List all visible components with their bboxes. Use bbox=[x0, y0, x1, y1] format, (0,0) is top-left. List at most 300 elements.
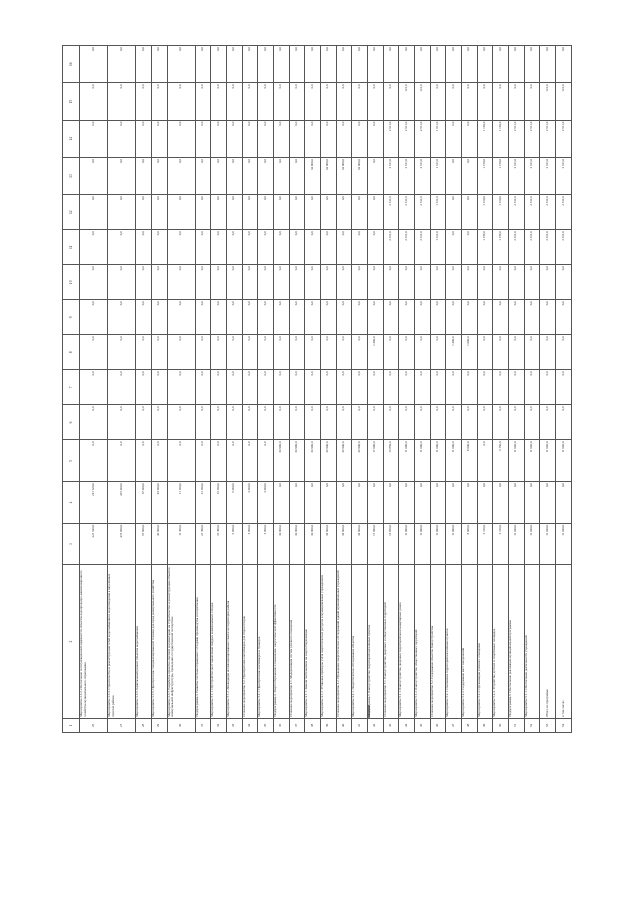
amount-cell: 0,0 bbox=[320, 265, 336, 300]
table-row bbox=[151, 46, 167, 733]
amount-cell: 11 040,0 bbox=[524, 523, 540, 565]
amount-cell: 0,0 bbox=[195, 230, 211, 265]
amount-cell: 0,0 bbox=[167, 335, 195, 370]
amount-cell: 0,0 bbox=[195, 120, 211, 157]
table-row bbox=[226, 46, 242, 733]
amount-cell: 0,0 bbox=[508, 335, 524, 370]
column-number: 13 bbox=[63, 157, 80, 194]
row-title: Мероприятие 6.1.1. Обеспечение деятельности учреждений bbox=[524, 565, 540, 718]
amount-cell: 0,0 bbox=[477, 370, 493, 405]
amount-cell: 2 611,0 bbox=[540, 230, 556, 265]
amount-cell: 2 611,0 bbox=[399, 120, 415, 157]
amount-cell: 0,0 bbox=[320, 300, 336, 335]
amount-cell: 0,0 bbox=[80, 335, 108, 370]
amount-cell: 0,0 bbox=[136, 157, 152, 194]
amount-cell: 0,0 bbox=[258, 405, 274, 440]
amount-cell: 21 390,0 bbox=[195, 482, 211, 524]
summary-row bbox=[540, 46, 556, 733]
amount-cell: 221 620,0 bbox=[80, 482, 108, 524]
amount-cell: 0,0 bbox=[108, 157, 136, 194]
amount-cell: 0,0 bbox=[242, 370, 258, 405]
amount-cell: 0,0 bbox=[136, 83, 152, 120]
amount-cell: 0,0 bbox=[540, 265, 556, 300]
column-number: 16 bbox=[63, 46, 80, 83]
amount-cell: 0,0 bbox=[352, 83, 368, 120]
amount-cell: 0,0 bbox=[477, 482, 493, 524]
amount-cell: 34 900,0 bbox=[336, 440, 352, 482]
column-number: 4 bbox=[63, 482, 80, 524]
row-title: Мероприятие 5.2.3. Организация уличного освещения bbox=[477, 565, 493, 718]
amount-cell: 0,0 bbox=[336, 46, 352, 83]
amount-cell: 0,0 bbox=[167, 440, 195, 482]
amount-cell: 8 000,0 bbox=[461, 523, 477, 565]
amount-cell: 0,0 bbox=[108, 46, 136, 83]
amount-cell: 11 090,0 bbox=[414, 523, 430, 565]
amount-cell: 1 150,0 bbox=[493, 157, 509, 194]
amount-cell: 67 000,0 bbox=[136, 482, 152, 524]
column-number: 10 bbox=[63, 265, 80, 300]
amount-cell: 11 090,0 bbox=[399, 440, 415, 482]
amount-cell: 0,0 bbox=[167, 83, 195, 120]
table-body bbox=[63, 46, 572, 733]
amount-cell: 0,0 bbox=[336, 370, 352, 405]
amount-cell: 0,0 bbox=[367, 482, 383, 524]
amount-cell: 0,0 bbox=[108, 370, 136, 405]
amount-cell: 0,0 bbox=[430, 300, 446, 335]
amount-cell: 0,0 bbox=[524, 46, 540, 83]
amount-cell: 0,0 bbox=[242, 440, 258, 482]
amount-cell: 0,0 bbox=[258, 195, 274, 230]
row-title: Подпрограмма 5. Благоустройство территорий населённых пунктов bbox=[367, 565, 383, 718]
row-title: Мероприятие 3.2.1. Приобретение контейнеров и бункеров bbox=[258, 565, 274, 718]
amount-cell: 11 300,0 bbox=[167, 482, 195, 524]
amount-cell: 0,0 bbox=[242, 157, 258, 194]
amount-cell: 2 611,0 bbox=[383, 157, 399, 194]
amount-cell: 2 611,0 bbox=[414, 195, 430, 230]
amount-cell: 0,0 bbox=[556, 335, 572, 370]
amount-cell: 0,0 bbox=[211, 370, 227, 405]
amount-cell: 13 850,0 bbox=[383, 440, 399, 482]
amount-cell: 3 150,0 bbox=[493, 523, 509, 565]
amount-cell: 11 040,0 bbox=[508, 440, 524, 482]
row-number: 37 bbox=[289, 718, 305, 732]
amount-cell: 0,0 bbox=[508, 370, 524, 405]
amount-cell: 34 900,0 bbox=[305, 523, 321, 565]
amount-cell: 0,0 bbox=[461, 46, 477, 83]
amount-cell: 0,0 bbox=[151, 370, 167, 405]
amount-cell: 2 611,0 bbox=[540, 195, 556, 230]
column-number: 8 bbox=[63, 335, 80, 370]
amount-cell: 0,0 bbox=[540, 405, 556, 440]
amount-cell: 0,0 bbox=[258, 230, 274, 265]
summary-row bbox=[556, 46, 572, 733]
amount-cell: 0,0 bbox=[352, 230, 368, 265]
amount-cell: 0,0 bbox=[524, 370, 540, 405]
amount-cell: 0,0 bbox=[151, 440, 167, 482]
row-number: 28 bbox=[136, 718, 152, 732]
table-row bbox=[211, 46, 227, 733]
amount-cell: 0,0 bbox=[399, 265, 415, 300]
table-row bbox=[108, 46, 136, 733]
amount-cell: 0,0 bbox=[195, 46, 211, 83]
row-title: Подпрограмма 6. Обеспечение реализации муниципальной программы bbox=[508, 565, 524, 718]
row-number: 27 bbox=[108, 718, 136, 732]
amount-cell: 0,0 bbox=[399, 482, 415, 524]
row-number: 45 bbox=[414, 718, 430, 732]
amount-cell: 0,0 bbox=[352, 370, 368, 405]
amount-cell: 34 900,0 bbox=[289, 440, 305, 482]
amount-cell: 0,0 bbox=[524, 335, 540, 370]
row-number: 51 bbox=[508, 718, 524, 732]
row-title: Мероприятие 2.3.4. Строительство и реконструкция сетей водоснабжения и водоотведения в населённых пунктах района bbox=[108, 565, 136, 718]
amount-cell: 0,0 bbox=[273, 482, 289, 524]
amount-cell: 0,0 bbox=[136, 265, 152, 300]
amount-cell: 0,0 bbox=[289, 46, 305, 83]
amount-cell: 15 390,0 bbox=[211, 523, 227, 565]
amount-cell: 2 611,0 bbox=[383, 195, 399, 230]
amount-cell: 2 611,0 bbox=[556, 157, 572, 194]
amount-cell: 0,0 bbox=[556, 300, 572, 335]
amount-cell: 0,0 bbox=[151, 335, 167, 370]
amount-cell: 17 090,0 bbox=[367, 523, 383, 565]
row-title: Итого по программе bbox=[540, 565, 556, 718]
amount-cell: 11 090,0 bbox=[399, 523, 415, 565]
table-row bbox=[508, 46, 524, 733]
amount-cell: 0,0 bbox=[211, 195, 227, 230]
amount-cell: 0,0 bbox=[305, 300, 321, 335]
amount-cell: 0,0 bbox=[108, 265, 136, 300]
amount-cell: 0,0 bbox=[167, 370, 195, 405]
amount-cell: 0,0 bbox=[336, 83, 352, 120]
amount-cell: 0,0 bbox=[446, 370, 462, 405]
column-number: 9 bbox=[63, 300, 80, 335]
amount-cell: 34 900,0 bbox=[352, 523, 368, 565]
amount-cell: 0,0 bbox=[430, 405, 446, 440]
amount-cell: 0,0 bbox=[367, 265, 383, 300]
amount-cell: 2 611,0 bbox=[508, 195, 524, 230]
amount-cell: 2 611,0 bbox=[524, 157, 540, 194]
amount-cell: 1 150,0 bbox=[477, 230, 493, 265]
amount-cell: 15 390,0 bbox=[211, 482, 227, 524]
amount-cell: 0,0 bbox=[461, 230, 477, 265]
amount-cell: 43 000,0 bbox=[151, 523, 167, 565]
amount-cell: 0,0 bbox=[383, 83, 399, 120]
amount-cell: 0,0 bbox=[108, 440, 136, 482]
amount-cell: 0,0 bbox=[477, 46, 493, 83]
amount-cell: 0,0 bbox=[108, 335, 136, 370]
amount-cell: 0,0 bbox=[540, 46, 556, 83]
row-title: Мероприятие 3.1.1. Обустройство мест накопления твёрдых коммунальных отходов bbox=[211, 565, 227, 718]
amount-cell: 0,0 bbox=[151, 195, 167, 230]
row-number: 38 bbox=[305, 718, 321, 732]
row-number: 29 bbox=[151, 718, 167, 732]
amount-cell: 0,0 bbox=[289, 370, 305, 405]
amount-cell: 0,0 bbox=[136, 300, 152, 335]
amount-cell: 0,0 bbox=[336, 482, 352, 524]
amount-cell: 0,0 bbox=[289, 157, 305, 194]
amount-cell: 0,0 bbox=[493, 265, 509, 300]
amount-cell: 0,0 bbox=[446, 195, 462, 230]
row-title: Мероприятие 5.1.2. Благоустройство общественных территорий bbox=[414, 565, 430, 718]
amount-cell: 0,0 bbox=[80, 370, 108, 405]
amount-cell: 0,0 bbox=[336, 265, 352, 300]
amount-cell: 0,0 bbox=[430, 265, 446, 300]
amount-cell: 2 611,0 bbox=[399, 195, 415, 230]
table-row bbox=[195, 46, 211, 733]
row-number: 50 bbox=[493, 718, 509, 732]
amount-cell: 0,0 bbox=[226, 157, 242, 194]
amount-cell: 0,0 bbox=[167, 195, 195, 230]
amount-cell: 34 900,0 bbox=[320, 523, 336, 565]
amount-cell: 2 611,0 bbox=[540, 120, 556, 157]
amount-cell: 0,0 bbox=[289, 195, 305, 230]
amount-cell: 0,0 bbox=[352, 335, 368, 370]
amount-cell: 0,0 bbox=[446, 405, 462, 440]
row-title: Мероприятие 2.3.3. Обеспечение эксплуатационной надёжности объектов водопроводно-канализационного хозяйства муниципального образования bbox=[80, 565, 108, 718]
amount-cell: 0,0 bbox=[80, 120, 108, 157]
row-number: 44 bbox=[399, 718, 415, 732]
amount-cell: 0,0 bbox=[226, 46, 242, 83]
amount-cell: 2 611,0 bbox=[399, 157, 415, 194]
amount-cell: 0,0 bbox=[493, 46, 509, 83]
amount-cell: 0,0 bbox=[136, 440, 152, 482]
amount-cell: 0,0 bbox=[305, 335, 321, 370]
column-number: 2 bbox=[63, 565, 80, 718]
amount-cell: 0,0 bbox=[336, 335, 352, 370]
amount-cell: 0,0 bbox=[167, 300, 195, 335]
table-row bbox=[524, 46, 540, 733]
amount-cell: 0,0 bbox=[273, 405, 289, 440]
amount-cell: 0,0 bbox=[305, 405, 321, 440]
amount-cell: 0,0 bbox=[524, 482, 540, 524]
amount-cell: 0,0 bbox=[195, 195, 211, 230]
table-row bbox=[414, 46, 430, 733]
table-row bbox=[305, 46, 321, 733]
amount-cell: 0,0 bbox=[556, 405, 572, 440]
amount-cell: 0,0 bbox=[446, 482, 462, 524]
amount-cell: 0,0 bbox=[226, 440, 242, 482]
amount-cell: 0,0 bbox=[556, 46, 572, 83]
amount-cell: 11 040,0 bbox=[540, 523, 556, 565]
amount-cell: 0,0 bbox=[383, 335, 399, 370]
amount-cell: 0,0 bbox=[493, 405, 509, 440]
amount-cell: 0,0 bbox=[540, 370, 556, 405]
column-number: 15 bbox=[63, 83, 80, 120]
amount-cell: 0,0 bbox=[195, 405, 211, 440]
amount-cell: 11 090,0 bbox=[414, 440, 430, 482]
amount-cell: 0,0 bbox=[399, 46, 415, 83]
amount-cell: 0,0 bbox=[195, 83, 211, 120]
amount-cell: 0,0 bbox=[305, 195, 321, 230]
amount-cell: 0,0 bbox=[258, 335, 274, 370]
amount-cell: 415 000,0 bbox=[108, 523, 136, 565]
amount-cell: 0,0 bbox=[367, 405, 383, 440]
row-number: 53 bbox=[540, 718, 556, 732]
amount-cell: 1 611,0 bbox=[430, 230, 446, 265]
table-row bbox=[493, 46, 509, 733]
amount-cell: 0,0 bbox=[305, 83, 321, 120]
amount-cell: 17 090,0 bbox=[367, 440, 383, 482]
amount-cell: 0,0 bbox=[136, 405, 152, 440]
row-number: 33 bbox=[226, 718, 242, 732]
amount-cell: 1 611,0 bbox=[430, 120, 446, 157]
amount-cell: 0,0 bbox=[352, 300, 368, 335]
amount-cell: 0,0 bbox=[336, 405, 352, 440]
amount-cell: 0,0 bbox=[273, 195, 289, 230]
row-number: 35 bbox=[258, 718, 274, 732]
amount-cell: 0,0 bbox=[446, 157, 462, 194]
amount-cell: 11 090,0 bbox=[430, 523, 446, 565]
amount-cell: 0,0 bbox=[446, 300, 462, 335]
table-row bbox=[352, 46, 368, 733]
amount-cell: 0,0 bbox=[242, 300, 258, 335]
amount-cell: 0,0 bbox=[211, 440, 227, 482]
amount-cell: 0,0 bbox=[258, 120, 274, 157]
row-title: Мероприятие 3.1.2. Ликвидация несанкционированных свалок на территории района bbox=[226, 565, 242, 718]
amount-cell: 0,0 bbox=[367, 230, 383, 265]
amount-cell: 1 400,0 bbox=[367, 335, 383, 370]
amount-cell: 11 090,0 bbox=[446, 523, 462, 565]
amount-cell: 0,0 bbox=[399, 405, 415, 440]
amount-cell: 0,0 bbox=[289, 335, 305, 370]
amount-cell: 0,0 bbox=[430, 335, 446, 370]
amount-cell: 0,0 bbox=[258, 265, 274, 300]
amount-cell: 0,0 bbox=[108, 300, 136, 335]
amount-cell: 0,0 bbox=[108, 230, 136, 265]
amount-cell: 1 400,0 bbox=[446, 335, 462, 370]
row-number: 49 bbox=[477, 718, 493, 732]
column-number: 7 bbox=[63, 370, 80, 405]
amount-cell: 21 390,0 bbox=[195, 523, 211, 565]
column-number: 12 bbox=[63, 195, 80, 230]
amount-cell: 0,0 bbox=[80, 265, 108, 300]
row-number: 54 bbox=[556, 718, 572, 732]
column-number: 3 bbox=[63, 523, 80, 565]
amount-cell: 1 150,0 bbox=[493, 195, 509, 230]
amount-cell: 0,0 bbox=[493, 335, 509, 370]
budget-table bbox=[62, 45, 572, 733]
amount-cell: 0,0 bbox=[136, 46, 152, 83]
amount-cell: 0,0 bbox=[136, 335, 152, 370]
amount-cell: 0,0 bbox=[414, 46, 430, 83]
table-row bbox=[258, 46, 274, 733]
amount-cell: 0,0 bbox=[108, 405, 136, 440]
table-row bbox=[367, 46, 383, 733]
amount-cell: 0,0 bbox=[414, 482, 430, 524]
amount-cell: 0,0 bbox=[242, 230, 258, 265]
amount-cell: 0,0 bbox=[108, 120, 136, 157]
amount-cell: 0,0 bbox=[461, 83, 477, 120]
amount-cell: 0,0 bbox=[383, 265, 399, 300]
amount-cell: 0,0 bbox=[461, 370, 477, 405]
amount-cell: 34 900,0 bbox=[289, 523, 305, 565]
amount-cell: 8 000,0 bbox=[461, 440, 477, 482]
row-title: Мероприятие 4.1.2. Установка приборов учёта энергетических ресурсов в муниципальных учреждениях bbox=[320, 565, 336, 718]
amount-cell: 0,0 bbox=[399, 300, 415, 335]
amount-cell: 0,0 bbox=[320, 405, 336, 440]
amount-cell: 0,0 bbox=[289, 482, 305, 524]
amount-cell: 0,0 bbox=[508, 46, 524, 83]
amount-cell: 0,0 bbox=[305, 120, 321, 157]
amount-cell: 0,0 bbox=[414, 405, 430, 440]
amount-cell: 2 611,0 bbox=[383, 120, 399, 157]
amount-cell: 0,0 bbox=[383, 46, 399, 83]
amount-cell: 0,0 bbox=[461, 482, 477, 524]
row-title: Основное мероприятие 5.1. Благоустройство дворовых и общественных территорий bbox=[383, 565, 399, 718]
amount-cell: 0,0 bbox=[446, 120, 462, 157]
amount-cell: 0,0 bbox=[367, 370, 383, 405]
amount-cell: 0,0 bbox=[383, 405, 399, 440]
amount-cell: 0,0 bbox=[80, 440, 108, 482]
row-title: Основное мероприятие 5.2. Содержание объектов благоустройства bbox=[430, 565, 446, 718]
row-number: 26 bbox=[80, 718, 108, 732]
amount-cell: 2 611,0 bbox=[540, 157, 556, 194]
amount-cell: 0,0 bbox=[446, 230, 462, 265]
amount-cell: 11 040,0 bbox=[556, 523, 572, 565]
header-row bbox=[63, 46, 80, 733]
amount-cell: 0,0 bbox=[352, 120, 368, 157]
amount-cell: 0,0 bbox=[289, 405, 305, 440]
amount-cell: 0,0 bbox=[289, 83, 305, 120]
amount-cell: 0,0 bbox=[258, 46, 274, 83]
amount-cell: 6 000,0 bbox=[226, 482, 242, 524]
row-title: Мероприятие 2.3.7. Разработка проектно-сметной документации на строительство и реконструкцию объектов коммунальной инфраструктуры, проведение государственной экспертизы bbox=[167, 565, 195, 718]
amount-cell: 34 900,0 bbox=[305, 157, 321, 194]
amount-cell: 0,0 bbox=[477, 440, 493, 482]
row-number: 32 bbox=[211, 718, 227, 732]
amount-cell: 0,0 bbox=[477, 83, 493, 120]
amount-cell: 0,0 bbox=[556, 370, 572, 405]
amount-cell: 0,0 bbox=[211, 265, 227, 300]
amount-cell: 0,0 bbox=[446, 265, 462, 300]
amount-cell: 0,0 bbox=[167, 120, 195, 157]
row-title: Мероприятие 2.3.6. Приобретение специализированной техники для нужд коммунального хозяйства bbox=[151, 565, 167, 718]
amount-cell: 0,0 bbox=[367, 157, 383, 194]
table-row bbox=[461, 46, 477, 733]
table-row bbox=[383, 46, 399, 733]
amount-cell: 0,0 bbox=[151, 300, 167, 335]
amount-cell: 0,0 bbox=[151, 405, 167, 440]
amount-cell: 2 611,0 bbox=[414, 157, 430, 194]
amount-cell: 0,0 bbox=[383, 482, 399, 524]
amount-cell: 0,0 bbox=[136, 195, 152, 230]
row-number: 40 bbox=[336, 718, 352, 732]
amount-cell: 0,0 bbox=[493, 300, 509, 335]
amount-cell: 0,0 bbox=[336, 300, 352, 335]
amount-cell: 0,0 bbox=[80, 46, 108, 83]
amount-cell: 0,0 bbox=[211, 157, 227, 194]
amount-cell: 0,0 bbox=[430, 482, 446, 524]
table-row bbox=[136, 46, 152, 733]
amount-cell: 0,0 bbox=[195, 157, 211, 194]
amount-cell: 11 300,0 bbox=[167, 523, 195, 565]
amount-cell: 0,0 bbox=[508, 265, 524, 300]
amount-cell: 0,0 bbox=[211, 83, 227, 120]
amount-cell: 0,0 bbox=[320, 482, 336, 524]
amount-cell: 2 611,0 bbox=[508, 120, 524, 157]
amount-cell: 0,0 bbox=[226, 370, 242, 405]
amount-cell: 0,0 bbox=[195, 370, 211, 405]
amount-cell: 0,0 bbox=[305, 230, 321, 265]
amount-cell: 0,0 bbox=[258, 440, 274, 482]
amount-cell: 0,0 bbox=[430, 46, 446, 83]
amount-cell: 2 611,0 bbox=[399, 230, 415, 265]
amount-cell: 6 000,0 bbox=[226, 523, 242, 565]
row-title: Мероприятие 4.2.1. Энергетическое обследование объектов bbox=[352, 565, 368, 718]
amount-cell: 0,0 bbox=[108, 195, 136, 230]
amount-cell: 0,0 bbox=[242, 405, 258, 440]
amount-cell: 0,0 bbox=[477, 300, 493, 335]
